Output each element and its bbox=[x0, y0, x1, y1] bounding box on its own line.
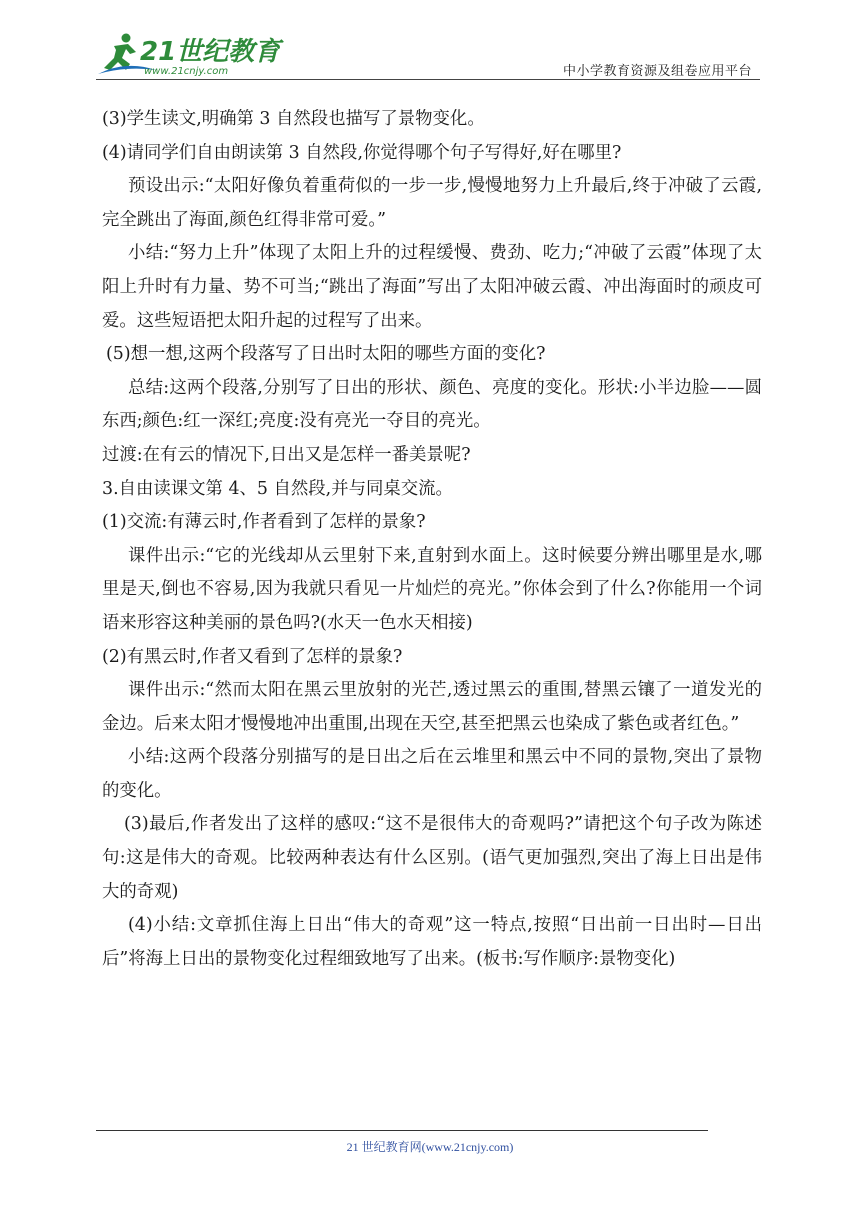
paragraph: 小结:“努力上升”体现了太阳上升的过程缓慢、费劲、吃力;“冲破了云霞”体现了太阳上升时有力量、势不可当;“跳出了海面”写出了太阳冲破云霞、冲出海面时的顽皮可爱。这些短语把太阳升起的过程写了出来。 bbox=[102, 243, 762, 331]
page-header bbox=[96, 30, 760, 80]
footer-divider bbox=[96, 1130, 708, 1131]
logo-text: 21世纪教育 bbox=[140, 37, 281, 67]
paragraph: 小结:这两个段落分别描写的是日出之后在云堆里和黑云中不同的景物,突出了景物的变化。 bbox=[102, 747, 762, 801]
paragraph: 课件出示:“它的光线却从云里射下来,直射到水面上。这时候要分辨出哪里是水,哪里是天,倒也不容易,因为我就只看见一片灿烂的亮光。”你体会到了什么?你能用一个词语来形容这种美丽的景色吗?(水天一色水天相接) bbox=[102, 545, 762, 633]
paragraph: 过渡:在有云的情况下,日出又是怎样一番美景呢? bbox=[102, 444, 471, 465]
page-footer: 21 世纪教育网(www.21cnjy.com) bbox=[346, 1140, 514, 1154]
paragraph: (1)交流:有薄云时,作者看到了怎样的景象? bbox=[102, 512, 426, 533]
paragraph: 课件出示:“然而太阳在黑云里放射的光芒,透过黑云的重围,替黑云镶了一道发光的金边。后来太阳才慢慢地冲出重围,出现在天空,甚至把黑云也染成了紫色或者红色。” bbox=[102, 680, 762, 734]
logo-21cnjy bbox=[96, 30, 281, 78]
paragraph: 3.自由读课文第 4、5 自然段,并与同桌交流。 bbox=[102, 478, 453, 499]
document-body bbox=[102, 103, 762, 976]
paragraph: (2)有黑云时,作者又看到了怎样的景象? bbox=[102, 646, 403, 667]
paragraph: (3)学生读文,明确第 3 自然段也描写了景物变化。 bbox=[102, 109, 485, 129]
paragraph: 总结:这两个段落,分别写了日出的形状、颜色、亮度的变化。形状:小半边脸——圆东西;颜色:红一深红;亮度:没有亮光一夺目的亮光。 bbox=[102, 377, 762, 432]
paragraph: (5)想一想,这两个段落写了日出时太阳的哪些方面的变化? bbox=[106, 344, 546, 365]
paragraph: (3)最后,作者发出了这样的感叹:“这不是很伟大的奇观吗?”请把这个句子改为陈述句:这是伟大的奇观。比较两种表达有什么区别。(语气更加强烈,突出了海上日出是伟大的奇观) bbox=[102, 814, 762, 902]
paragraph: (4)请同学们自由朗读第 3 自然段,你觉得哪个句子写得好,好在哪里? bbox=[102, 142, 622, 163]
paragraph: 预设出示:“太阳好像负着重荷似的一步一步,慢慢地努力上升最后,终于冲破了云霞,完全跳出了海面,颜色红得非常可爱。” bbox=[102, 176, 762, 230]
header-divider bbox=[96, 79, 760, 80]
paragraph: (4)小结:文章抓住海上日出“伟大的奇观”这一特点,按照“日出前一日出时—日出后”将海上日出的景物变化过程细致地写了出来。(板书:写作顺序:景物变化) bbox=[102, 915, 762, 969]
platform-name: 中小学教育资源及组卷应用平台 bbox=[562, 64, 752, 79]
logo-url: www.21cnjy.com bbox=[144, 66, 229, 77]
